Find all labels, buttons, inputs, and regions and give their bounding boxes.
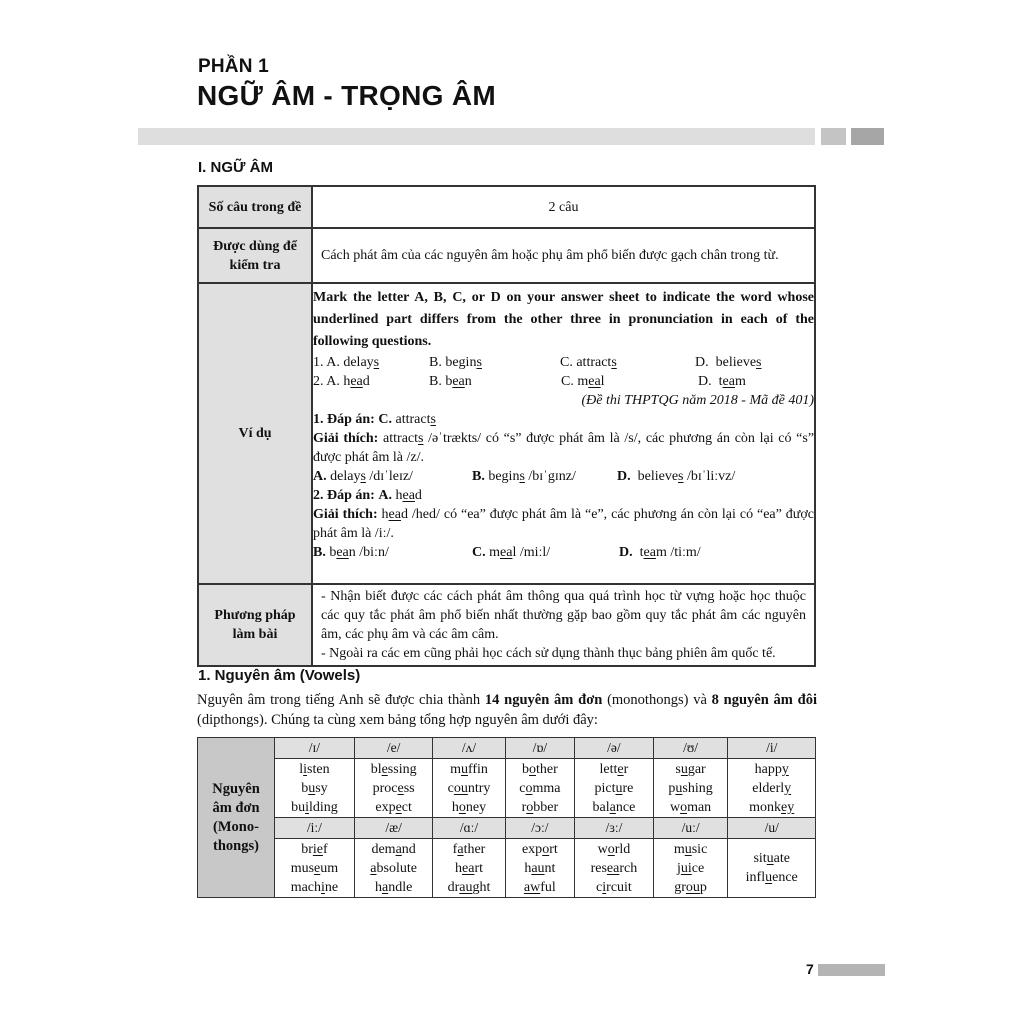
label-line: thongs) <box>213 837 259 854</box>
answer-1: 1. Đáp án: C. attracts <box>313 412 436 427</box>
example-word: elderly <box>752 780 792 796</box>
page-number: 7 <box>806 961 814 977</box>
example-words-cell <box>505 839 575 898</box>
example-word: heart <box>455 860 483 876</box>
example-word: demand <box>371 841 416 857</box>
q1-option-a: 1. A. delays <box>313 355 380 370</box>
example-words-cell <box>728 759 816 818</box>
example-word: letter <box>599 761 629 777</box>
part-title: NGỮ ÂM - TRỌNG ÂM <box>197 80 496 111</box>
phoneme-row-2 <box>198 818 816 839</box>
example-words-cell <box>433 759 505 818</box>
example-word: building <box>291 799 338 815</box>
example-word: happy <box>754 761 789 777</box>
header-bar-square-dark <box>851 128 884 145</box>
q1-option-c: C. attracts <box>560 355 617 370</box>
example-word: juice <box>676 860 705 876</box>
phoneme-cell: /u/ <box>728 818 816 839</box>
example-word: balance <box>592 799 636 815</box>
explanation-2: Giải thích: head /hed/ có “ea” được phát âm là “e”, các phương án còn lại có “ea” được phát âm là /iː/. <box>313 507 814 541</box>
row-duoc-dung <box>198 228 815 283</box>
label-line: Được dùng để <box>213 238 297 254</box>
value-so-cau: 2 câu <box>312 186 815 228</box>
example-word: woman <box>669 799 712 815</box>
label-so-cau: Số câu trong đề <box>198 186 312 228</box>
row-phuong-phap <box>198 584 815 666</box>
example-word: world <box>597 841 631 857</box>
a1-opt-b: B. begins /bɪˈgɪnz/ <box>472 469 576 484</box>
phoneme-cell: /ɔː/ <box>505 818 575 839</box>
example-word: comma <box>519 780 561 796</box>
question-2-options <box>313 372 814 391</box>
example-word: honey <box>451 799 487 815</box>
example-word: picture <box>594 780 634 796</box>
example-word: awful <box>523 879 556 895</box>
label-line: âm đơn <box>212 799 260 816</box>
example-word: museum <box>290 860 339 876</box>
label-line: (Mono- <box>213 818 259 835</box>
phoneme-cell: /ɑː/ <box>433 818 505 839</box>
row-vi-du <box>198 283 815 584</box>
value-duoc-dung: Cách phát âm của các nguyên âm hoặc phụ âm phổ biến được gạch chân trong từ. <box>312 228 815 283</box>
example-words-cell <box>653 759 728 818</box>
example-word: absolute <box>370 860 417 876</box>
phoneme-cell: /ɒ/ <box>505 738 575 759</box>
header-bar <box>138 128 815 145</box>
vowels-intro: Nguyên âm trong tiếng Anh sẽ được chia thành 14 nguyên âm đơn (monothongs) và 8 nguyên âm đôi (dipthongs). Chúng ta cùng xem bảng tổng hợp nguyên âm dưới đây: <box>197 692 817 728</box>
q2-option-b: B. bean <box>429 374 472 389</box>
example-word: export <box>521 841 558 857</box>
header-bar-square-light <box>821 128 846 145</box>
method-line-2: - Ngoài ra các em cũng phải học cách sử dụng thành thục bảng phiên âm quốc tế. <box>321 646 776 661</box>
example-word: expect <box>375 799 412 815</box>
label-line: kiểm tra <box>229 257 281 273</box>
example-word: listen <box>299 761 330 777</box>
vowel-table <box>197 737 816 898</box>
example-word: music <box>673 841 708 857</box>
example-words-cell <box>354 839 433 898</box>
example-word: group <box>674 879 707 895</box>
example-word: monkey <box>749 799 795 815</box>
a1-opt-d: D. believes /bɪˈliːvz/ <box>617 469 736 484</box>
example-word: machine <box>290 879 339 895</box>
vowels-title: 1. Nguyên âm (Vowels) <box>198 667 361 684</box>
q2-option-a: 2. A. head <box>313 374 370 389</box>
example-word: father <box>452 841 486 857</box>
example-word: country <box>447 780 491 796</box>
label-phuong-phap <box>198 584 312 666</box>
phoneme-cell: /uː/ <box>653 818 728 839</box>
example-word: blessing <box>370 761 417 777</box>
method-line-1: - Nhận biết được các cách phát âm thông qua quá trình học từ vựng hoặc học thuộc các quy tắc phát âm phổ biến nhất thường gặp bao gồm quy tắc phát âm các nguyên âm, các phụ âm và các âm câm. <box>321 589 806 642</box>
q1-option-b: B. begins <box>429 355 482 370</box>
question-1-options <box>313 353 814 372</box>
source-citation: (Đề thi THPTQG năm 2018 - Mã đề 401) <box>581 393 814 408</box>
example-words-cell <box>275 759 355 818</box>
page-number-bar <box>818 964 885 976</box>
phoneme-cell: /ʌ/ <box>433 738 505 759</box>
value-phuong-phap <box>312 584 815 666</box>
example-word: handle <box>374 879 413 895</box>
example-word: bother <box>521 761 558 777</box>
info-table <box>197 185 816 667</box>
a2-opt-b: B. bean /biːn/ <box>313 545 389 560</box>
example-words-cell <box>728 839 816 898</box>
a2-opt-c: C. meal /miːl/ <box>472 545 551 560</box>
instruction-text: Mark the letter A, B, C, or D on your answer sheet to indicate the word whose underlined part differs from the other three in pronunciation in each of the following questions. <box>313 290 814 349</box>
example-word: haunt <box>524 860 556 876</box>
example-words-cell <box>505 759 575 818</box>
example-word: busy <box>301 780 328 796</box>
phoneme-row-1 <box>198 738 816 759</box>
label-line: làm bài <box>232 627 278 642</box>
answer-2-options <box>313 543 814 562</box>
example-word: influence <box>745 870 798 885</box>
example-words-cell <box>354 759 433 818</box>
phoneme-cell: /ɪ/ <box>275 738 355 759</box>
example-word: pushing <box>668 780 713 796</box>
phoneme-cell: /æ/ <box>354 818 433 839</box>
phoneme-cell: /e/ <box>354 738 433 759</box>
example-word: robber <box>521 799 559 815</box>
phoneme-cell: /i/ <box>728 738 816 759</box>
value-vi-du <box>312 283 815 584</box>
answer-2: 2. Đáp án: A. head <box>313 488 422 503</box>
label-vi-du: Ví dụ <box>198 283 312 584</box>
section-title: I. NGỮ ÂM <box>198 159 273 176</box>
q2-option-d: D. team <box>698 374 746 389</box>
example-word: circuit <box>596 879 632 895</box>
label-line: Phương pháp <box>214 608 296 623</box>
q2-option-c: C. meal <box>561 374 605 389</box>
phoneme-cell: /ɜː/ <box>575 818 654 839</box>
example-words-cell <box>575 759 654 818</box>
example-words-cell <box>575 839 654 898</box>
a1-opt-a: A. delays /dɪˈleɪz/ <box>313 469 413 484</box>
q1-option-d: D. believes <box>695 355 762 370</box>
answer-1-options <box>313 467 814 486</box>
example-word: muffin <box>450 761 488 777</box>
example-word: situate <box>753 851 790 866</box>
example-words-cell <box>433 839 505 898</box>
example-word: process <box>372 780 415 796</box>
phoneme-cell: /ʊ/ <box>653 738 728 759</box>
label-line: Nguyên <box>212 780 260 797</box>
monophthong-label <box>198 738 275 898</box>
example-word: brief <box>301 841 328 857</box>
example-word: draught <box>447 879 491 895</box>
label-duoc-dung <box>198 228 312 283</box>
phoneme-cell: /ə/ <box>575 738 654 759</box>
row-so-cau <box>198 186 815 228</box>
phoneme-cell: /iː/ <box>275 818 355 839</box>
part-label: PHẦN 1 <box>198 56 269 77</box>
explanation-1: Giải thích: attracts /əˈtrækts/ có “s” được phát âm là /s/, các phương án còn lại có “s” được phát âm là /z/. <box>313 431 815 465</box>
example-words-cell <box>275 839 355 898</box>
example-word: sugar <box>675 761 706 777</box>
example-words-cell <box>653 839 728 898</box>
example-word: research <box>590 860 638 876</box>
words-row-2 <box>198 839 816 898</box>
a2-opt-d: D. team /tiːm/ <box>619 545 701 560</box>
words-row-1 <box>198 759 816 818</box>
